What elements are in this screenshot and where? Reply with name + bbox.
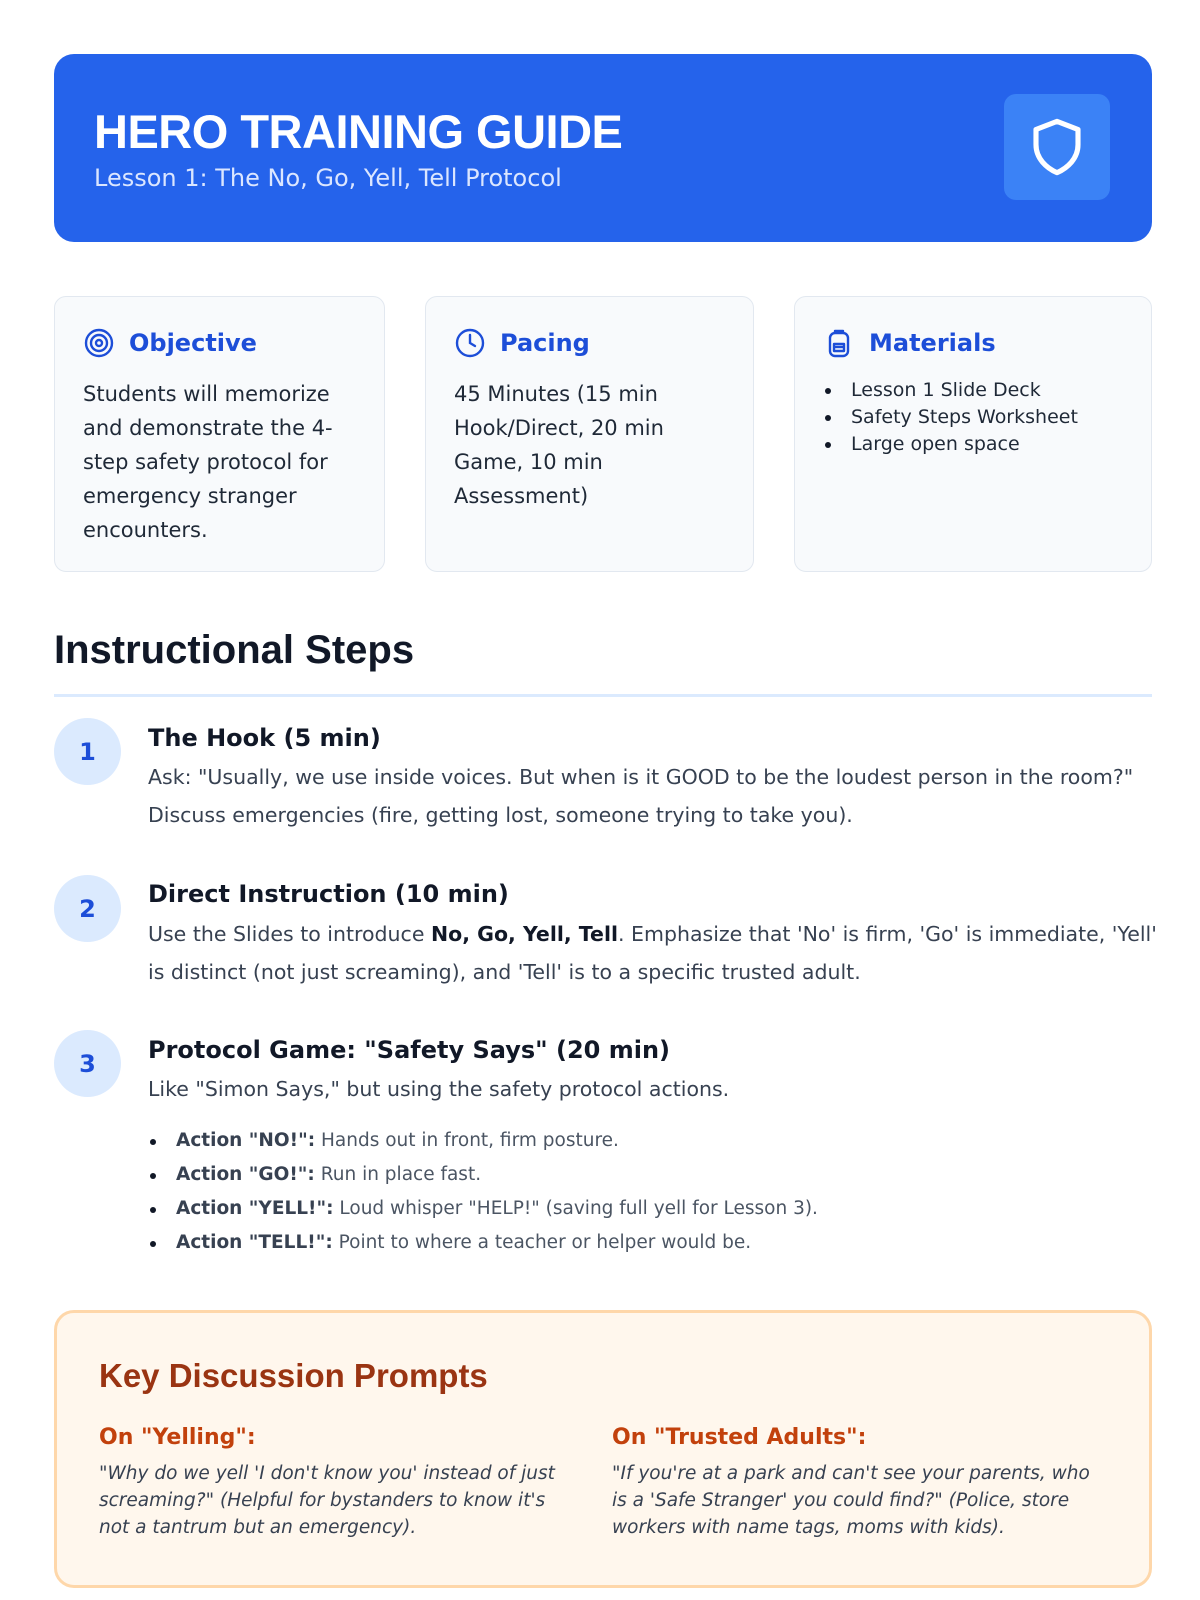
page-title: HERO TRAINING GUIDE bbox=[94, 105, 623, 158]
section-divider bbox=[54, 694, 1152, 697]
list-item: Lesson 1 Slide Deck bbox=[823, 377, 1131, 404]
prompt-heading: On "Trusted Adults": bbox=[612, 1425, 867, 1450]
list-item bbox=[148, 1226, 818, 1260]
action-text: Point to where a teacher or helper would be. bbox=[332, 1232, 752, 1253]
list-item bbox=[148, 1158, 818, 1192]
step-text-before: Use the Slides to introduce bbox=[148, 922, 431, 946]
target-icon bbox=[83, 327, 115, 359]
pacing-heading bbox=[454, 327, 590, 359]
discussion-prompts-box bbox=[54, 1310, 1152, 1588]
pacing-card bbox=[425, 296, 754, 572]
step-description: Ask: "Usually, we use inside voices. But when is it GOOD to be the loudest person in the room?" Discuss emergencies (fire, getting lost, someone trying to take you). bbox=[148, 765, 1134, 827]
action-label: Action "YELL!": bbox=[176, 1198, 334, 1219]
list-item bbox=[148, 1124, 818, 1158]
prompt-yelling bbox=[99, 1425, 579, 1541]
step-description bbox=[148, 915, 1158, 991]
materials-list bbox=[823, 377, 1131, 458]
action-text: Loud whisper "HELP!" (saving full yell for Lesson 3). bbox=[333, 1198, 818, 1219]
action-text: Hands out in front, firm posture. bbox=[315, 1130, 619, 1151]
list-item bbox=[148, 1192, 818, 1226]
step-number-badge: 3 bbox=[54, 1030, 121, 1097]
step-number-badge: 1 bbox=[54, 718, 121, 785]
objective-title: Objective bbox=[129, 329, 257, 357]
materials-heading bbox=[823, 327, 996, 359]
page-subtitle: Lesson 1: The No, Go, Yell, Tell Protocol bbox=[94, 164, 562, 192]
shield-icon bbox=[1029, 116, 1085, 178]
prompt-text: "Why do we yell 'I don't know you' instead of just screaming?" (Helpful for bystanders to know it's not a tantrum but an emergency). bbox=[99, 1463, 555, 1538]
list-item: Large open space bbox=[823, 431, 1131, 458]
step-title: Protocol Game: "Safety Says" (20 min) bbox=[148, 1036, 671, 1064]
step-text-after: . Emphasize that 'No' is firm, 'Go' is immediate, 'Yell' is distinct (not just screaming), and 'Tell' is to a specific trusted adult. bbox=[148, 922, 1157, 984]
materials-card bbox=[794, 296, 1152, 572]
step-description: Like "Simon Says," but using the safety protocol actions. bbox=[148, 1077, 730, 1101]
pacing-text: 45 Minutes (15 min Hook/Direct, 20 min Game, 10 min Assessment) bbox=[454, 382, 664, 508]
pacing-title: Pacing bbox=[500, 329, 590, 357]
clock-icon bbox=[454, 327, 486, 359]
objective-text: Students will memorize and demonstrate the 4-step safety protocol for emergency stranger encounters. bbox=[83, 382, 333, 542]
prompt-heading: On "Yelling": bbox=[99, 1425, 256, 1450]
step-title: The Hook (5 min) bbox=[148, 724, 381, 752]
shield-badge bbox=[1004, 94, 1110, 200]
section-title: Instructional Steps bbox=[54, 628, 415, 672]
prompts-title: Key Discussion Prompts bbox=[99, 1357, 488, 1394]
objective-heading bbox=[83, 327, 257, 359]
list-item: Safety Steps Worksheet bbox=[823, 404, 1131, 431]
prompt-text: "If you're at a park and can't see your parents, who is a 'Safe Stranger' you could find?" (Police, store workers with name tags, moms with kids). bbox=[612, 1463, 1090, 1538]
action-list bbox=[148, 1124, 818, 1260]
action-label: Action "NO!": bbox=[176, 1130, 316, 1151]
action-text: Run in place fast. bbox=[314, 1164, 482, 1185]
backpack-icon bbox=[823, 327, 855, 359]
step-number-badge: 2 bbox=[54, 875, 121, 942]
action-label: Action "TELL!": bbox=[176, 1232, 333, 1253]
prompt-trusted-adults bbox=[612, 1425, 1092, 1541]
action-label: Action "GO!": bbox=[176, 1164, 315, 1185]
objective-card bbox=[54, 296, 385, 572]
protocol-keywords: No, Go, Yell, Tell bbox=[430, 922, 619, 946]
step-title: Direct Instruction (10 min) bbox=[148, 880, 509, 908]
materials-title: Materials bbox=[869, 329, 996, 357]
header-banner bbox=[54, 54, 1152, 242]
